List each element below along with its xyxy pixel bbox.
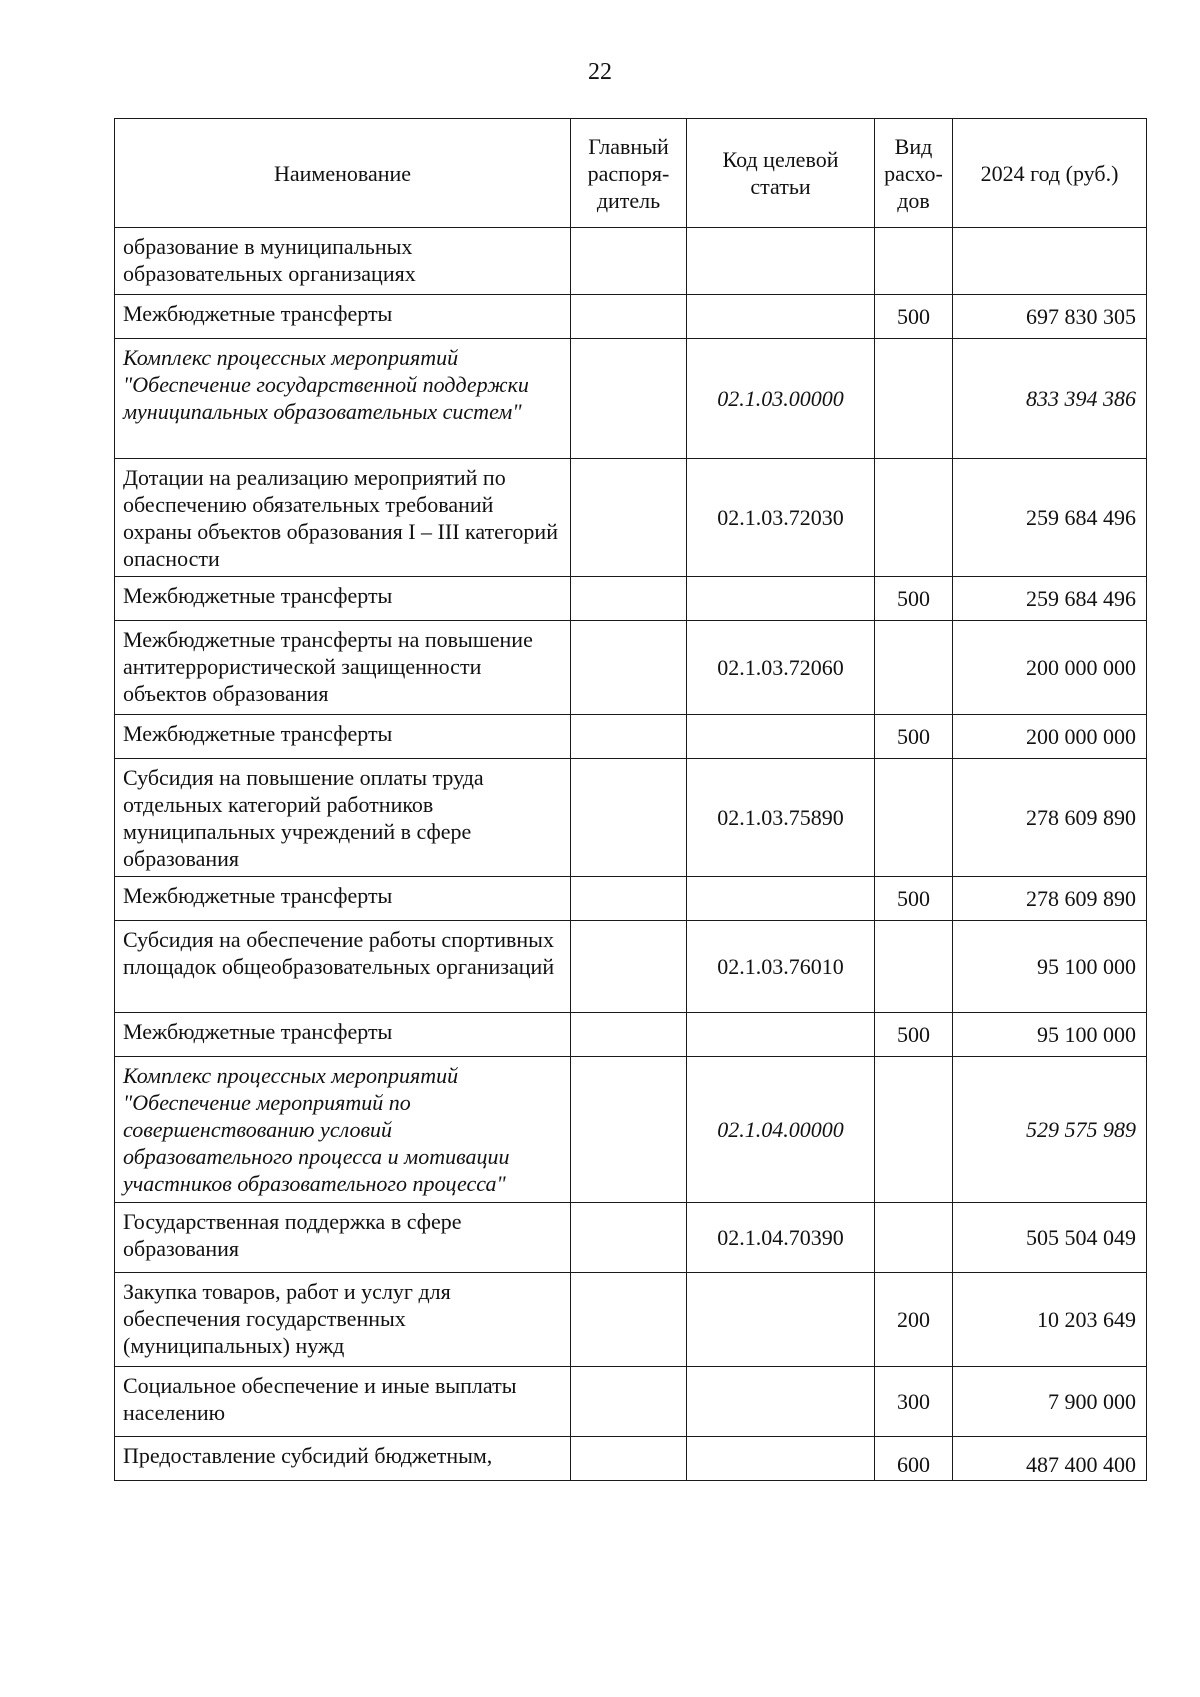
table-row (115, 1437, 1147, 1481)
cell-admin (571, 759, 687, 877)
table-row (115, 877, 1147, 921)
cell-code (687, 295, 875, 339)
table-header (115, 119, 1147, 228)
cell-code (687, 1273, 875, 1367)
cell-admin (571, 459, 687, 577)
header-code: Код целевой статьи (687, 119, 875, 228)
table-row (115, 1057, 1147, 1203)
table-row (115, 295, 1147, 339)
cell-admin (571, 1203, 687, 1273)
cell-kind (875, 759, 953, 877)
cell-admin (571, 921, 687, 1013)
cell-admin (571, 228, 687, 295)
cell-name: образование в муниципальных образовательных организациях (115, 228, 571, 295)
cell-admin (571, 715, 687, 759)
cell-sum: 7 900 000 (953, 1367, 1147, 1437)
table-row (115, 577, 1147, 621)
cell-name: Межбюджетные трансферты на повышение антитеррористической защищенности объектов образования (115, 621, 571, 715)
cell-name: Закупка товаров, работ и услуг для обеспечения государственных (муниципальных) нужд (115, 1273, 571, 1367)
cell-admin (571, 1013, 687, 1057)
cell-admin (571, 339, 687, 459)
header-name: Наименование (115, 119, 571, 228)
header-row (115, 119, 1147, 228)
cell-kind (875, 1203, 953, 1273)
cell-code (687, 715, 875, 759)
cell-sum: 833 394 386 (953, 339, 1147, 459)
table-row (115, 1013, 1147, 1057)
cell-code: 02.1.03.76010 (687, 921, 875, 1013)
table-row (115, 1273, 1147, 1367)
header-sum: 2024 год (руб.) (953, 119, 1147, 228)
table-body (115, 228, 1147, 1481)
cell-code (687, 1367, 875, 1437)
cell-admin (571, 295, 687, 339)
cell-sum: 259 684 496 (953, 459, 1147, 577)
cell-code: 02.1.03.72060 (687, 621, 875, 715)
cell-sum: 697 830 305 (953, 295, 1147, 339)
cell-kind (875, 621, 953, 715)
cell-sum: 505 504 049 (953, 1203, 1147, 1273)
cell-name: Межбюджетные трансферты (115, 877, 571, 921)
table-row (115, 921, 1147, 1013)
cell-sum: 200 000 000 (953, 621, 1147, 715)
cell-name: Дотации на реализацию мероприятий по обеспечению обязательных требований охраны объектов образования I – III категорий опасности (115, 459, 571, 577)
table-row (115, 1203, 1147, 1273)
cell-kind: 600 (875, 1437, 953, 1481)
cell-admin (571, 877, 687, 921)
cell-kind: 500 (875, 715, 953, 759)
table-row (115, 228, 1147, 295)
cell-name: Предоставление субсидий бюджетным, (115, 1437, 571, 1481)
cell-kind (875, 921, 953, 1013)
cell-kind: 200 (875, 1273, 953, 1367)
table-row (115, 715, 1147, 759)
cell-name: Межбюджетные трансферты (115, 295, 571, 339)
cell-kind: 500 (875, 1013, 953, 1057)
cell-sum: 529 575 989 (953, 1057, 1147, 1203)
cell-code: 02.1.04.70390 (687, 1203, 875, 1273)
cell-code: 02.1.03.72030 (687, 459, 875, 577)
cell-name: Субсидия на обеспечение работы спортивных площадок общеобразовательных организаций (115, 921, 571, 1013)
cell-kind: 500 (875, 577, 953, 621)
cell-name: Социальное обеспечение и иные выплаты населению (115, 1367, 571, 1437)
page-number: 22 (588, 59, 612, 85)
table-row (115, 459, 1147, 577)
cell-kind (875, 1057, 953, 1203)
cell-kind (875, 228, 953, 295)
cell-sum: 487 400 400 (953, 1437, 1147, 1481)
header-kind: Вид расхо-дов (875, 119, 953, 228)
cell-kind: 500 (875, 295, 953, 339)
cell-admin (571, 1273, 687, 1367)
budget-table (114, 118, 1147, 1481)
table-row (115, 1367, 1147, 1437)
cell-admin (571, 621, 687, 715)
cell-kind (875, 459, 953, 577)
cell-sum: 278 609 890 (953, 759, 1147, 877)
cell-code: 02.1.03.00000 (687, 339, 875, 459)
cell-sum: 200 000 000 (953, 715, 1147, 759)
cell-sum: 95 100 000 (953, 1013, 1147, 1057)
cell-code: 02.1.03.75890 (687, 759, 875, 877)
header-admin: Главный распоря-дитель (571, 119, 687, 228)
cell-name: Комплекс процессных мероприятий "Обеспечение государственной поддержки муниципальных образовательных систем" (115, 339, 571, 459)
cell-admin (571, 1367, 687, 1437)
cell-sum: 278 609 890 (953, 877, 1147, 921)
cell-kind: 500 (875, 877, 953, 921)
cell-code: 02.1.04.00000 (687, 1057, 875, 1203)
cell-kind (875, 339, 953, 459)
cell-name: Межбюджетные трансферты (115, 1013, 571, 1057)
cell-kind: 300 (875, 1367, 953, 1437)
cell-admin (571, 577, 687, 621)
table-row (115, 621, 1147, 715)
cell-sum (953, 228, 1147, 295)
cell-sum: 95 100 000 (953, 921, 1147, 1013)
table-row (115, 759, 1147, 877)
cell-name: Комплекс процессных мероприятий "Обеспечение мероприятий по совершенствованию условий образовательного процесса и мотивации участников образовательного процесса" (115, 1057, 571, 1203)
cell-name: Субсидия на повышение оплаты труда отдельных категорий работников муниципальных учреждений в сфере образования (115, 759, 571, 877)
cell-admin (571, 1057, 687, 1203)
cell-code (687, 228, 875, 295)
cell-name: Государственная поддержка в сфере образования (115, 1203, 571, 1273)
cell-code (687, 1437, 875, 1481)
cell-code (687, 577, 875, 621)
cell-sum: 10 203 649 (953, 1273, 1147, 1367)
cell-admin (571, 1437, 687, 1481)
cell-name: Межбюджетные трансферты (115, 577, 571, 621)
cell-sum: 259 684 496 (953, 577, 1147, 621)
table-row (115, 339, 1147, 459)
cell-name: Межбюджетные трансферты (115, 715, 571, 759)
cell-code (687, 1013, 875, 1057)
cell-code (687, 877, 875, 921)
